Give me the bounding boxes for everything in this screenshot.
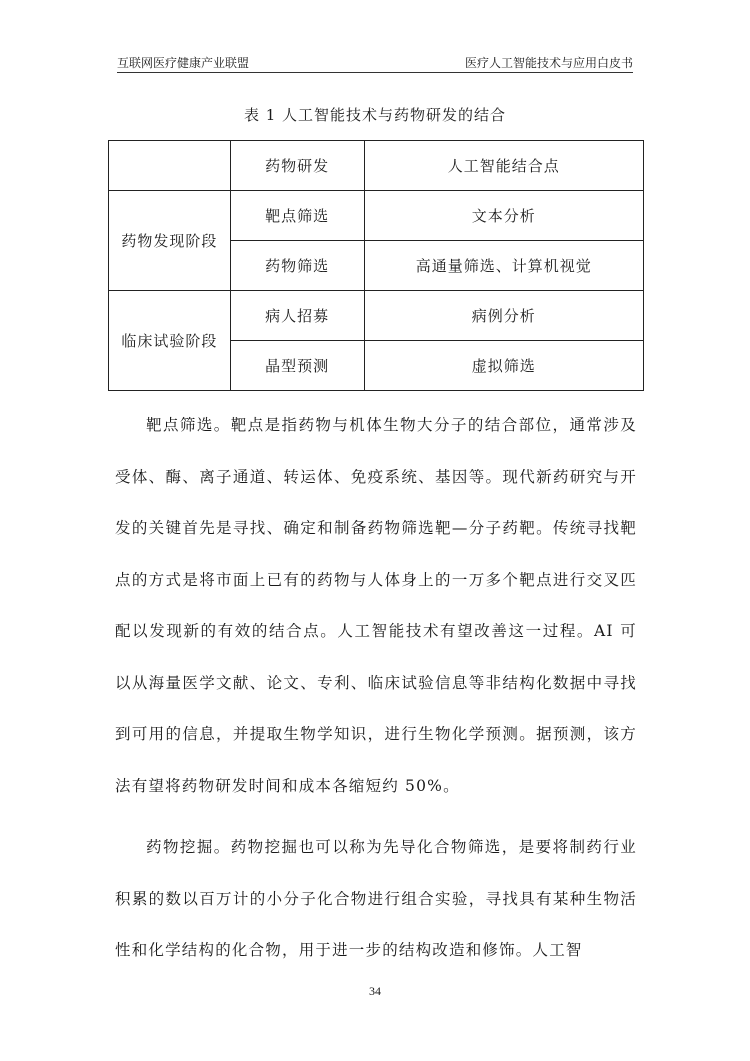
page-header	[117, 50, 633, 73]
ai-point-cell: 高通量筛选、计算机视觉	[364, 241, 643, 291]
paragraph-target-screening: 靶点筛选。靶点是指药物与机体生物大分子的结合部位，通常涉及受体、酶、离子通道、转运体、免疫系统、基因等。现代新药研究与开发的关键首先是寻找、确定和制备药物筛选靶—分子药靶。传统寻找靶点的方式是将市面上已有的药物与人体身上的一万多个靶点进行交叉匹配以发现新的有效的结合点。人工智能技术有望改善这一过程。AI 可以从海量医学文献、论文、专利、临床试验信息等非结构化数据中寻找到可用的信息，并提取生物学知识，进行生物化学预测。据预测，该方法有望将药物研发时间和成本各缩短约 50%。	[115, 416, 637, 795]
item-cell: 靶点筛选	[230, 191, 364, 241]
item-cell: 药物筛选	[230, 241, 364, 291]
ai-point-cell: 虚拟筛选	[364, 341, 643, 391]
table-row	[109, 191, 644, 241]
header-left-text: 互联网医疗健康产业联盟	[117, 56, 250, 70]
page-number: 34	[369, 984, 381, 998]
item-cell: 病人招募	[230, 291, 364, 341]
item-cell: 晶型预测	[230, 341, 364, 391]
stage-cell: 药物发现阶段	[109, 191, 231, 291]
stage-cell: 临床试验阶段	[109, 291, 231, 391]
table-header-cell	[109, 141, 231, 191]
table-header-row	[109, 141, 644, 191]
header-right-text: 医疗人工智能技术与应用白皮书	[464, 56, 633, 70]
table-header-cell: 药物研发	[230, 141, 364, 191]
table-row	[109, 291, 644, 341]
body-text	[115, 400, 637, 977]
ai-drug-research-table	[108, 140, 644, 391]
ai-point-cell: 病例分析	[364, 291, 643, 341]
table-caption: 表 1 人工智能技术与药物研发的结合	[243, 106, 507, 124]
ai-point-cell: 文本分析	[364, 191, 643, 241]
table-header-cell: 人工智能结合点	[364, 141, 643, 191]
paragraph-drug-mining: 药物挖掘。药物挖掘也可以称为先导化合物筛选，是要将制药行业积累的数以百万计的小分子化合物进行组合实验，寻找具有某种生物活性和化学结构的化合物，用于进一步的结构改造和修饰。人工智	[115, 838, 637, 959]
